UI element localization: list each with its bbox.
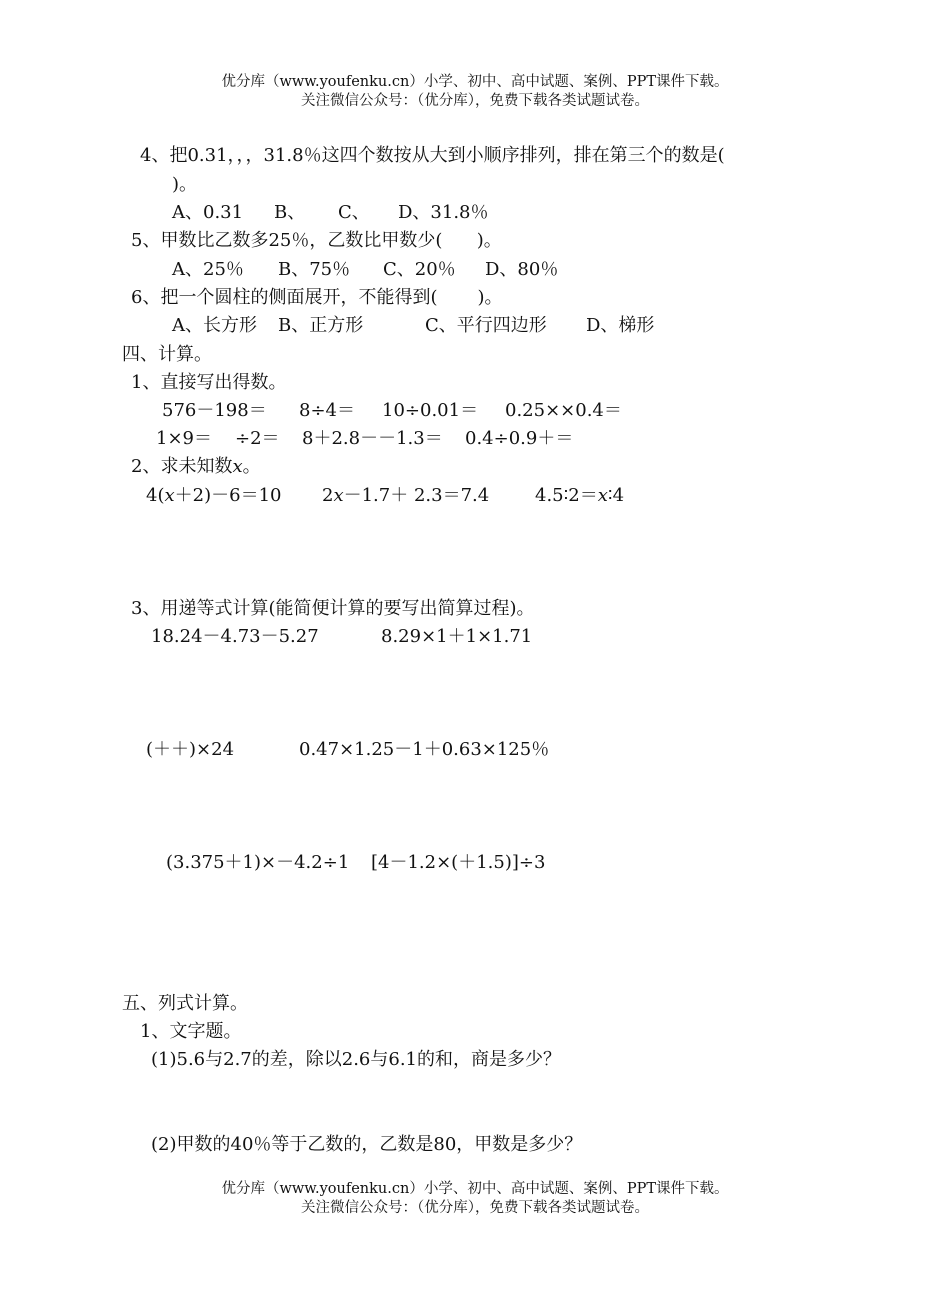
page-header-line2: 关注微信公众号：（优分库），免费下载各类试题试卷。 — [301, 93, 649, 109]
word-problem-1: (1)5.6与2.7的差，除以2.6与6.1的和，商是多少？ — [151, 1049, 561, 1070]
q5-option-d: D、80％ — [485, 259, 559, 280]
stepwise-calc-3: (＋＋)×24 — [146, 739, 235, 760]
q6-option-d: D、梯形 — [586, 315, 655, 336]
q4-option-b: B、 — [274, 202, 306, 223]
oral-calc-2: 8÷4＝ — [299, 400, 355, 421]
equation-2: 2x－1.7＋ 2.3＝7.4 — [322, 485, 490, 506]
section-4-title: 四、计算。 — [122, 344, 212, 365]
part-3-title: 3、用递等式计算(能简便计算的要写出简算过程)。 — [131, 598, 535, 619]
q4-option-a: A、0.31 — [172, 202, 244, 223]
oral-calc-3: 10÷0.01＝ — [382, 400, 479, 421]
page-footer-line2: 关注微信公众号：（优分库），免费下载各类试题试卷。 — [301, 1200, 649, 1216]
q6-option-a: A、长方形 — [172, 315, 257, 336]
oral-calc-7: 8＋2.8－－1.3＝ — [302, 428, 443, 449]
part-2-title: 2、求未知数x。 — [131, 456, 261, 477]
stepwise-calc-6: [4－1.2×(＋1.5)]÷3 — [371, 852, 546, 873]
page-footer-line1: 优分库（www.youfenku.cn）小学、初中、高中试题、案例、PPT课件下载。 — [221, 1181, 729, 1197]
stepwise-calc-2: 8.29×1＋1×1.71 — [381, 626, 533, 647]
part-1-title: 1、直接写出得数。 — [131, 372, 287, 393]
oral-calc-6: ÷2＝ — [235, 428, 280, 449]
stepwise-calc-1: 18.24－4.73－5.27 — [151, 626, 319, 647]
q4-option-c: C、 — [338, 202, 370, 223]
word-problem-title: 1、文字题。 — [140, 1021, 242, 1042]
q5-option-a: A、25％ — [172, 259, 244, 280]
oral-calc-5: 1×9＝ — [156, 428, 212, 449]
stepwise-calc-5: (3.375＋1)×－4.2÷1 — [166, 852, 350, 873]
q5-option-b: B、75％ — [278, 259, 351, 280]
oral-calc-8: 0.4÷0.9＋＝ — [465, 428, 574, 449]
oral-calc-4: 0.25××0.4＝ — [505, 400, 622, 421]
question-4-stem: 4、把0.31，，，31.8％这四个数按从大到小顺序排列，排在第三个的数是( — [140, 145, 725, 166]
stepwise-calc-4: 0.47×1.25－1＋0.63×125％ — [299, 739, 550, 760]
word-problem-2: (2)甲数的40％等于乙数的，乙数是80，甲数是多少？ — [151, 1134, 583, 1155]
page-header-line1: 优分库（www.youfenku.cn）小学、初中、高中试题、案例、PPT课件下载。 — [221, 74, 729, 90]
section-5-title: 五、列式计算。 — [122, 993, 248, 1014]
q6-option-b: B、正方形 — [278, 315, 364, 336]
q6-option-c: C、平行四边形 — [425, 315, 547, 336]
question-6-stem: 6、把一个圆柱的侧面展开，不能得到( )。 — [131, 287, 503, 308]
equation-3: 4.5∶2＝x∶4 — [535, 485, 625, 506]
question-4-stem-cont: )。 — [172, 174, 198, 195]
equation-1: 4(x＋2)－6＝10 — [146, 485, 282, 506]
question-5-stem: 5、甲数比乙数多25％，乙数比甲数少( )。 — [131, 230, 502, 251]
oral-calc-1: 576－198＝ — [162, 400, 267, 421]
q5-option-c: C、20％ — [383, 259, 456, 280]
q4-option-d: D、31.8％ — [398, 202, 489, 223]
